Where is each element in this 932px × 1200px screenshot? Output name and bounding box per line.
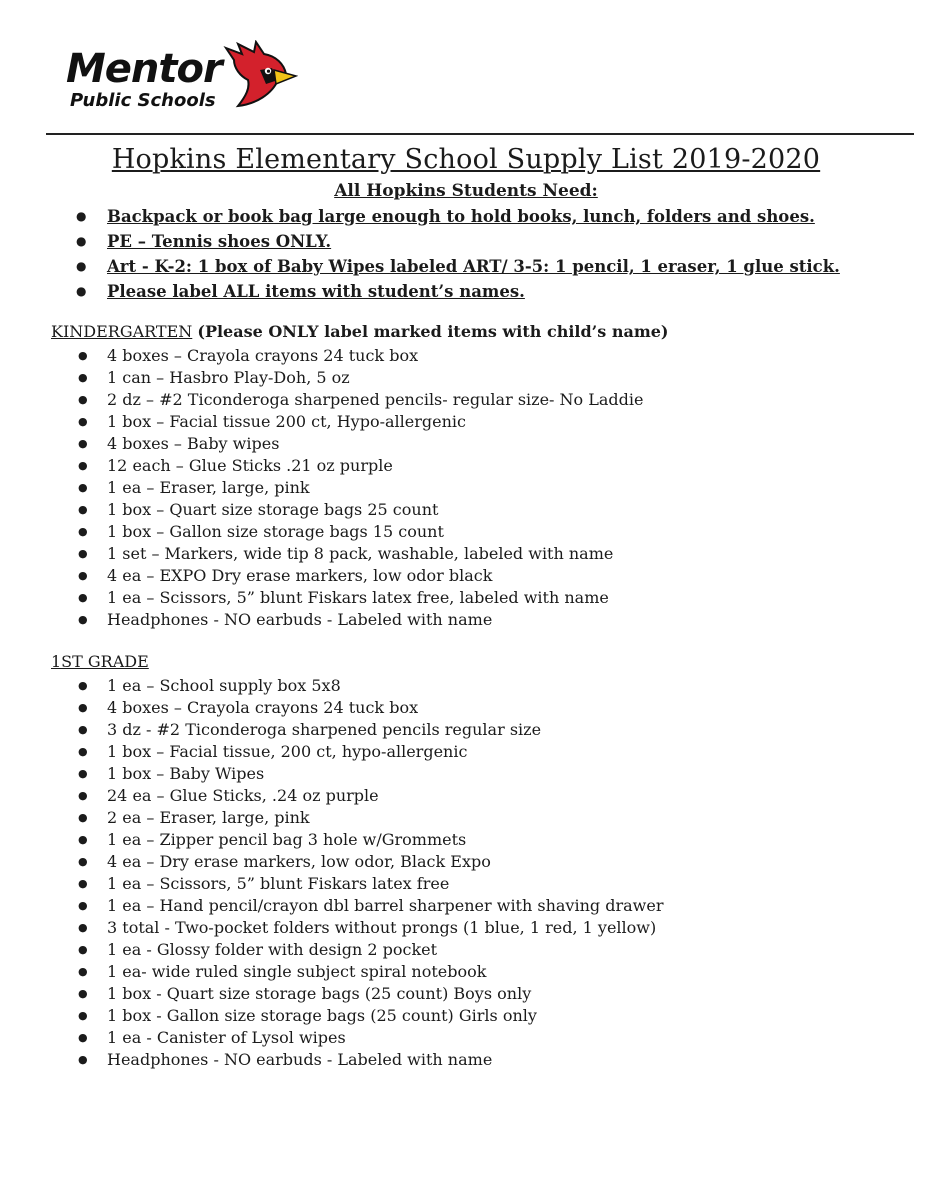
list-item: ● 12 each – Glue Sticks .21 oz purple <box>78 455 643 477</box>
list-item: ● 4 boxes – Crayola crayons 24 tuck box <box>78 697 663 719</box>
kindergarten-heading <box>51 322 669 341</box>
list-item: ● 1 ea – Scissors, 5” blunt Fiskars latex free <box>78 873 663 895</box>
section-note: (Please ONLY label marked items with child’s name) <box>197 322 669 341</box>
list-item: ● Art - K-2: 1 box of Baby Wipes labeled ART/ 3-5: 1 pencil, 1 eraser, 1 glue stick. <box>76 254 840 279</box>
list-item: ● 1 ea – Hand pencil/crayon dbl barrel sharpener with shaving drawer <box>78 895 663 917</box>
list-item: ● 1 box - Quart size storage bags (25 count) Boys only <box>78 983 663 1005</box>
list-item: ● 1 ea – Eraser, large, pink <box>78 477 643 499</box>
cardinal-mascot-icon <box>216 40 298 110</box>
page-title: Hopkins Elementary School Supply List 2019-2020 <box>111 144 821 175</box>
page-subtitle: All Hopkins Students Need: <box>334 181 598 201</box>
list-item: ● 2 dz – #2 Ticonderoga sharpened pencils- regular size- No Laddie <box>78 389 643 411</box>
list-item: ● 4 ea – Dry erase markers, low odor, Black Expo <box>78 851 663 873</box>
first-grade-heading <box>51 652 149 671</box>
list-item: ● 1 ea – Scissors, 5” blunt Fiskars latex free, labeled with name <box>78 587 643 609</box>
list-item: ● 1 set – Markers, wide tip 8 pack, washable, labeled with name <box>78 543 643 565</box>
list-item: ● 4 boxes – Crayola crayons 24 tuck box <box>78 345 643 367</box>
list-item: ● Headphones - NO earbuds - Labeled with name <box>78 1049 663 1071</box>
list-item: ● Please label ALL items with student’s names. <box>76 279 840 304</box>
list-item: ● 1 box - Gallon size storage bags (25 count) Girls only <box>78 1005 663 1027</box>
list-item: ● 1 box – Facial tissue, 200 ct, hypo-allergenic <box>78 741 663 763</box>
list-item: ● 24 ea – Glue Sticks, .24 oz purple <box>78 785 663 807</box>
list-item: ● 1 ea - Glossy folder with design 2 pocket <box>78 939 663 961</box>
section-name: KINDERGARTEN <box>51 322 193 341</box>
list-item: ● 3 dz - #2 Ticonderoga sharpened pencils regular size <box>78 719 663 741</box>
list-item: ● 1 ea- wide ruled single subject spiral notebook <box>78 961 663 983</box>
logo-name: Mentor <box>66 46 222 92</box>
list-item: ● 3 total - Two-pocket folders without prongs (1 blue, 1 red, 1 yellow) <box>78 917 663 939</box>
section-name: 1ST GRADE <box>51 652 149 671</box>
all-students-list <box>76 204 840 304</box>
list-item: ● 1 box – Gallon size storage bags 15 count <box>78 521 643 543</box>
list-item: ● Headphones - NO earbuds - Labeled with name <box>78 609 643 631</box>
list-item: ● 1 box – Facial tissue 200 ct, Hypo-allergenic <box>78 411 643 433</box>
first-grade-list <box>78 675 663 1071</box>
list-item: ● PE – Tennis shoes ONLY. <box>76 229 840 254</box>
list-item: ● 1 box – Quart size storage bags 25 count <box>78 499 643 521</box>
list-item: ● 2 ea – Eraser, large, pink <box>78 807 663 829</box>
kindergarten-list <box>78 345 643 631</box>
header-divider <box>46 133 914 135</box>
list-item: ● 1 ea - Canister of Lysol wipes <box>78 1027 663 1049</box>
list-item: ● Backpack or book bag large enough to hold books, lunch, folders and shoes. <box>76 204 840 229</box>
list-item: ● 1 ea – School supply box 5x8 <box>78 675 663 697</box>
list-item: ● 1 box – Baby Wipes <box>78 763 663 785</box>
list-item: ● 1 can – Hasbro Play-Doh, 5 oz <box>78 367 643 389</box>
logo-subtitle: Public Schools <box>70 90 216 111</box>
list-item: ● 4 boxes – Baby wipes <box>78 433 643 455</box>
list-item: ● 4 ea – EXPO Dry erase markers, low odor black <box>78 565 643 587</box>
list-item: ● 1 ea – Zipper pencil bag 3 hole w/Grommets <box>78 829 663 851</box>
mentor-logo <box>66 40 306 118</box>
